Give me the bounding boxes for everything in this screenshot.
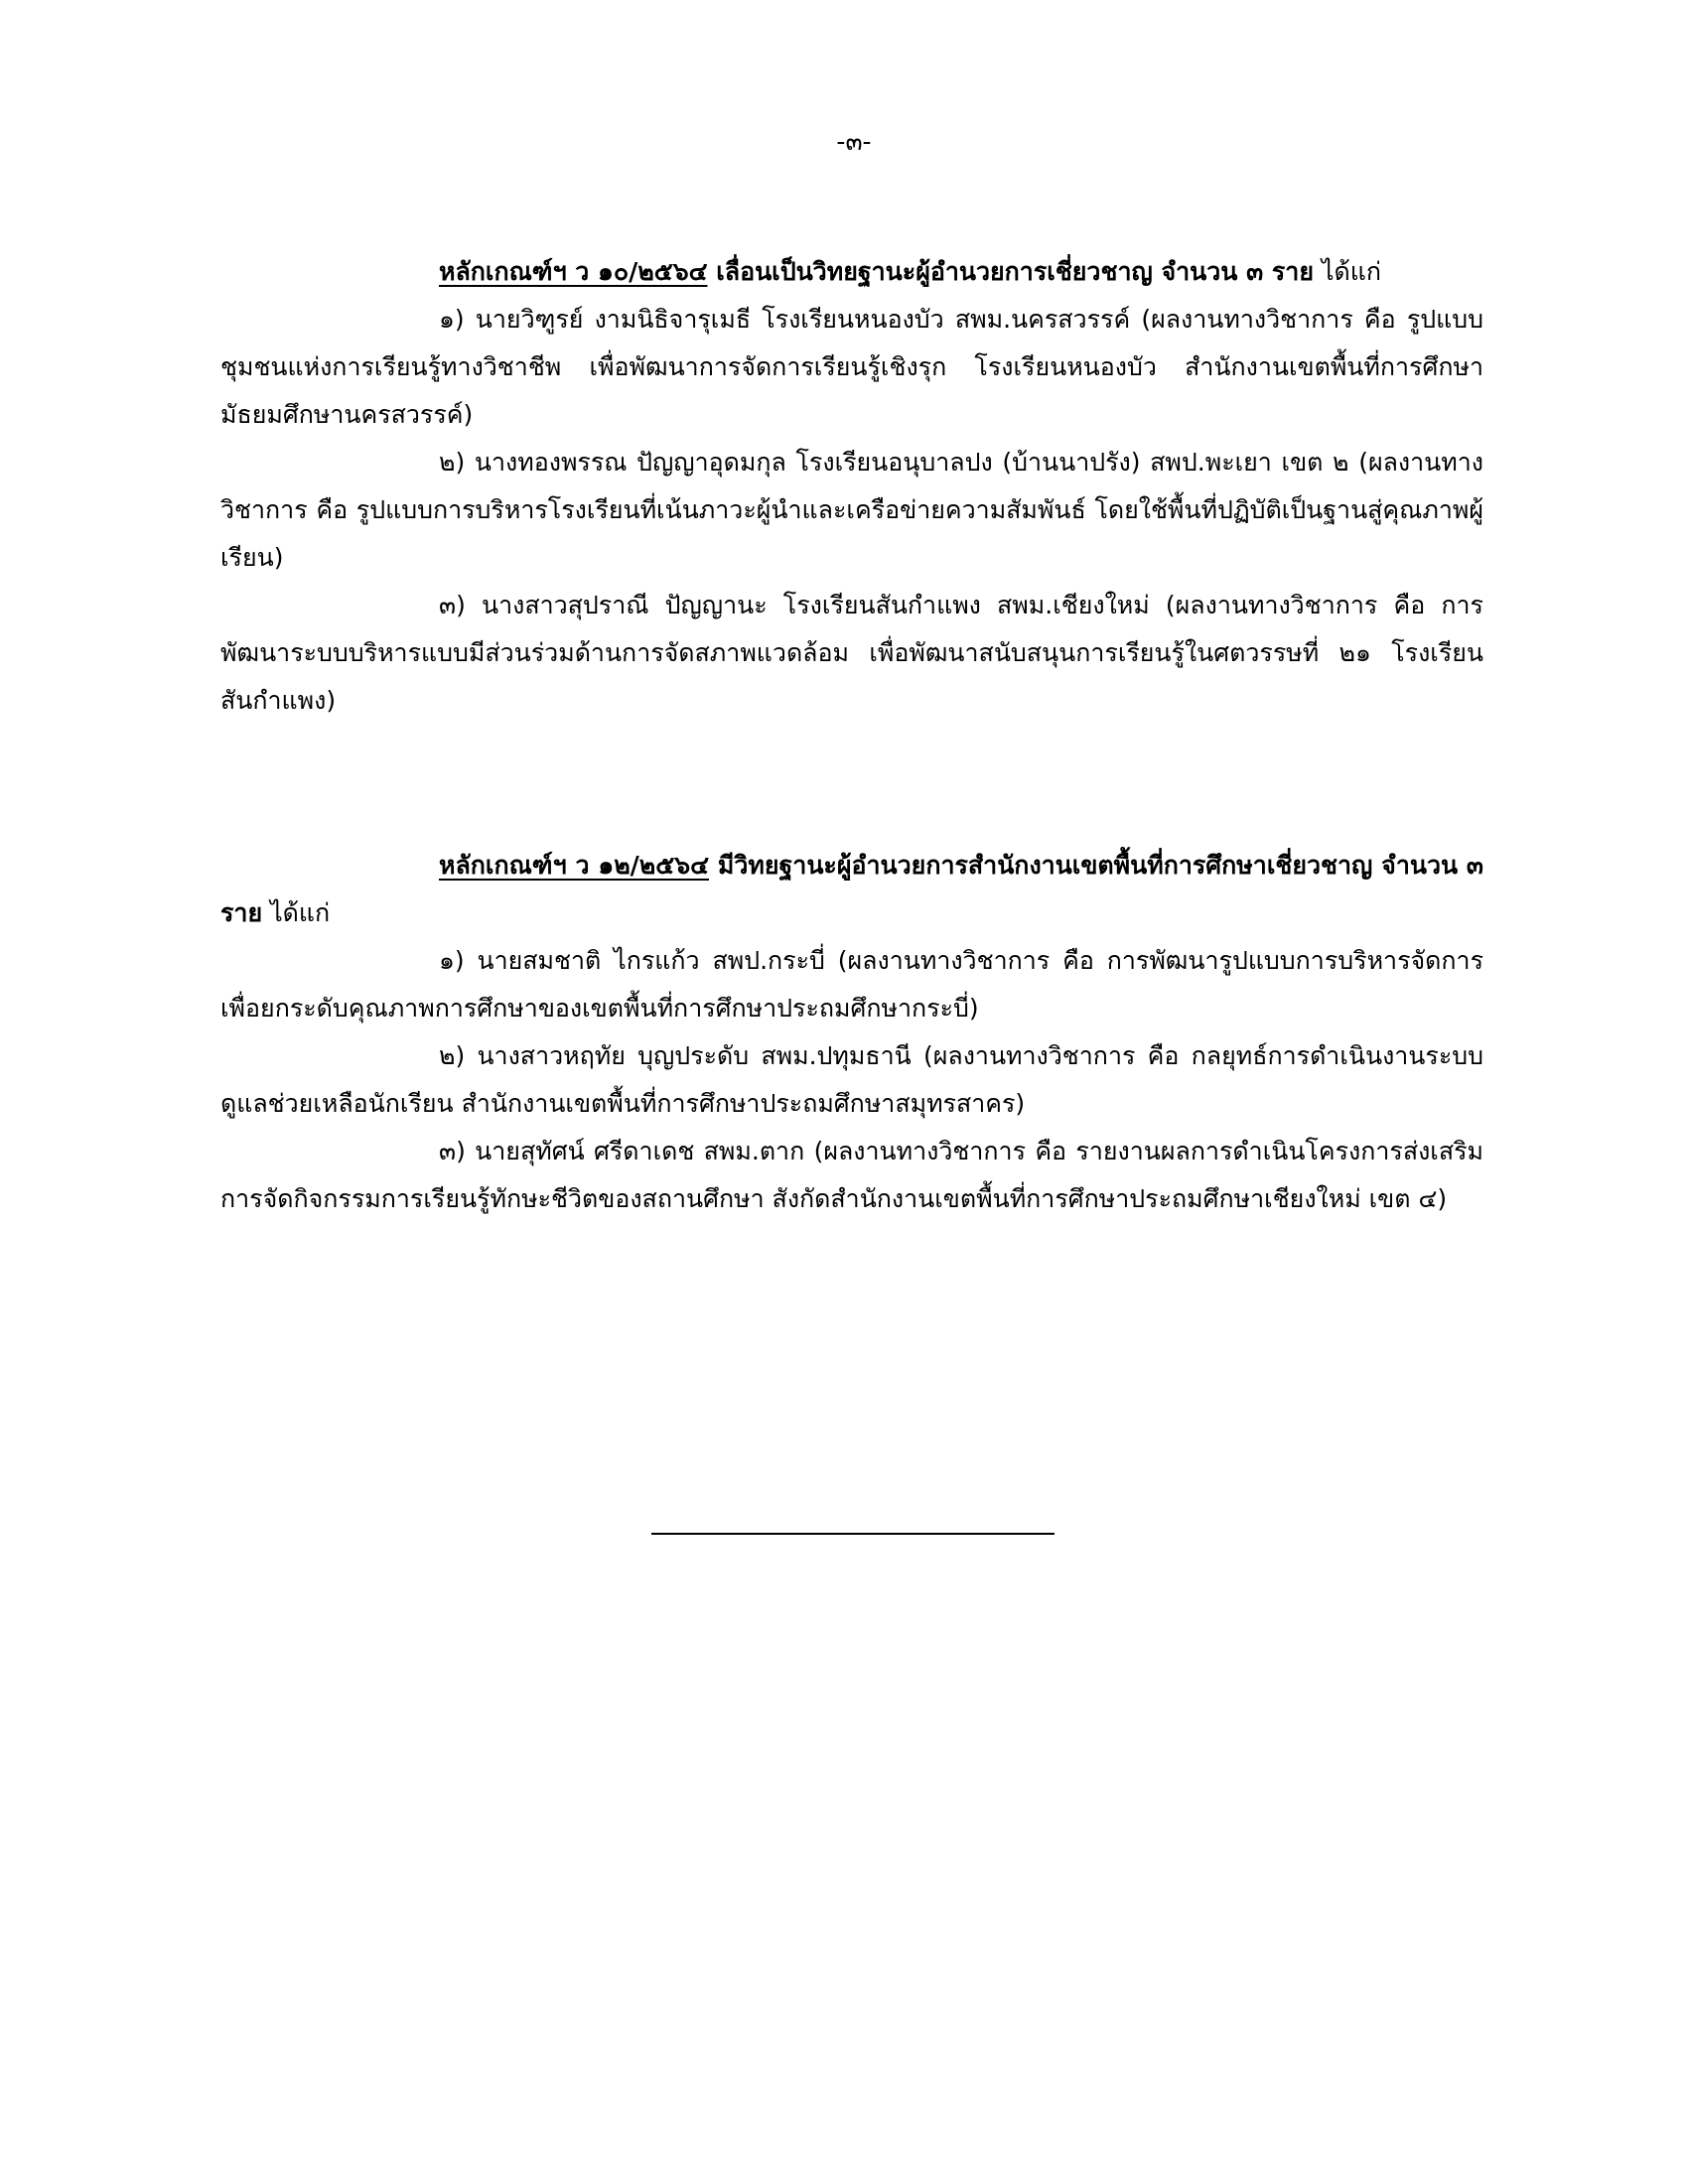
- section-title: มีวิทยฐานะผู้อำนวยการสำนักงานเขตพื้นที่การศึกษาเชี่ยวชาญ จำนวน ๓ ราย: [220, 851, 1484, 927]
- list-item: ๑) นายวิฑูรย์ งามนิธิจารุเมธี โรงเรียนหนองบัว สพม.นครสวรรค์ (ผลงานทางวิชาการ คือ รูปแบบชุมชนแห่งการเรียนรู้ทางวิชาชีพ เพื่อพัฒนาการจัดการเรียนรู้เชิงรุก โรงเรียนหนองบัว สำนักงานเขตพื้นที่การศึกษามัธยมศึกษานครสวรรค์): [220, 305, 1483, 429]
- section-criteria-w12: [220, 842, 1483, 1223]
- list-item: ๒) นางสาวหฤทัย บุญประดับ สพม.ปทุมธานี (ผลงานทางวิชาการ คือ กลยุทธ์การดำเนินงานระบบดูแลช่วยเหลือนักเรียน สำนักงานเขตพื้นที่การศึกษาประถมศึกษาสมุทรสาคร): [220, 1041, 1483, 1118]
- criteria-reference: หลักเกณฑ์ฯ ว ๑๐/๒๕๖๔: [439, 257, 708, 286]
- section-heading-tail: ได้แก่: [1314, 257, 1382, 286]
- list-item: ๒) นางทองพรรณ ปัญญาอุดมกุล โรงเรียนอนุบาลปง (บ้านนาปรัง) สพป.พะเยา เขต ๒ (ผลงานทางวิชาการ คือ รูปแบบการบริหารโรงเรียนที่เน้นภาวะผู้นำและเครือข่ายความสัมพันธ์ โดยใช้พื้นที่ปฏิบัติเป็นฐานสู่คุณภาพผู้เรียน): [220, 448, 1483, 572]
- list-item: ๓) นายสุทัศน์ ศรีดาเดช สพม.ตาก (ผลงานทางวิชาการ คือ รายงานผลการดำเนินโครงการส่งเสริมการจัดกิจกรรมการเรียนรู้ทักษะชีวิตของสถานศึกษา สังกัดสำนักงานเขตพื้นที่การศึกษาประถมศึกษาเชียงใหม่ เขต ๔): [220, 1137, 1483, 1213]
- section-heading: [220, 248, 1483, 296]
- list-item: ๑) นายสมชาติ ไกรแก้ว สพป.กระบี่ (ผลงานทางวิชาการ คือ การพัฒนารูปแบบการบริหารจัดการเพื่อยกระดับคุณภาพการศึกษาของเขตพื้นที่การศึกษาประถมศึกษากระบี่): [220, 946, 1483, 1023]
- criteria-reference: หลักเกณฑ์ฯ ว ๑๒/๒๕๖๔: [439, 851, 709, 880]
- page-number: -๓-: [836, 127, 872, 156]
- section-heading: [220, 842, 1483, 937]
- end-divider-line: [651, 1533, 1055, 1535]
- section-title: เลื่อนเป็นวิทยฐานะผู้อำนวยการเชี่ยวชาญ จำนวน ๓ ราย: [707, 257, 1314, 286]
- list-item: ๓) นางสาวสุปราณี ปัญญานะ โรงเรียนสันกำแพง สพม.เชียงใหม่ (ผลงานทางวิชาการ คือ การพัฒนาระบบบริหารแบบมีส่วนร่วมด้านการจัดสภาพแวดล้อม เพื่อพัฒนาสนับสนุนการเรียนรู้ในศตวรรษที่ ๒๑ โรงเรียนสันกำแพง): [220, 591, 1483, 715]
- section-heading-tail: ได้แก่: [262, 898, 331, 927]
- section-criteria-w10: [220, 248, 1483, 725]
